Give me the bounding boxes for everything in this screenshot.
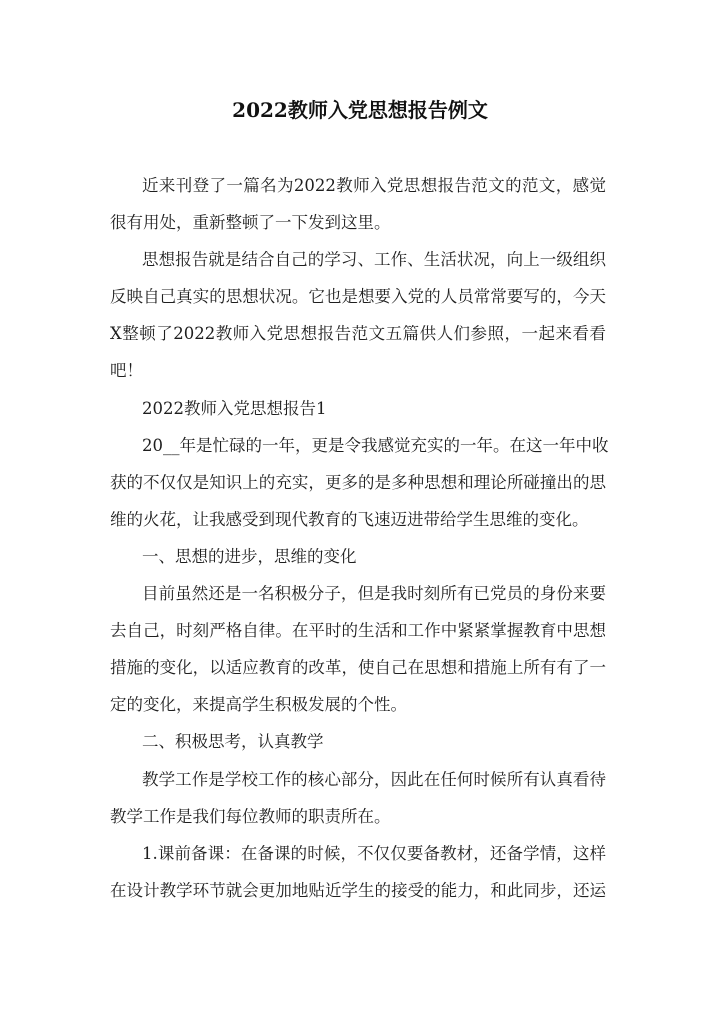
text-line: X整顿了2022教师入党思想报告范文五篇供人们参照，一起来看看 [110,324,606,344]
text-line: 吧！ [110,361,143,381]
text-line: 定的变化，来提高学生积极发展的个性。 [110,695,407,715]
text-line: 教学工作是我们每位教师的职责所在。 [110,806,391,826]
text-line: 很有用处，重新整顿了一下发到这里。 [110,213,391,233]
text-line: 反映自己真实的思想状况。它也是想要入党的人员常常要写的，今天 [110,287,606,307]
text-line: 在设计教学环节就会更加地贴近学生的接受的能力，和此同步，还运 [110,880,606,900]
document-title: 2022教师入党思想报告例文 [232,98,488,122]
text-line: 近来刊登了一篇名为2022教师入党思想报告范文的范文，感觉 [142,176,606,195]
text-line: 目前虽然还是一名积极分子，但是我时刻所有已党员的身份来要 [142,584,606,604]
text-line: 20__年是忙碌的一年，更是令我感觉充实的一年。在这一年中收 [142,435,609,455]
text-line: 措施的变化，以适应教育的改革，使自己在思想和措施上所有有了一 [110,658,606,678]
text-line: 去自己，时刻严格自律。在平时的生活和工作中紧紧掌握教育中思想 [110,621,606,641]
paragraph [110,431,609,542]
text-line: 教学工作是学校工作的核心部分，因此在任何时候所有认真看待 [142,769,606,789]
paragraph [110,727,606,764]
text-line: 维的火花，让我感受到现代教育的飞速迈进带给学生思维的变化。 [110,509,589,529]
paragraph [110,245,606,393]
paragraph [110,171,606,245]
text-line: 2022教师入党思想报告1 [142,398,327,418]
paragraph [110,765,606,839]
text-line: 二、积极思考，认真教学 [142,732,324,752]
paragraph [110,579,606,727]
text-line: 一、思想的进步，思维的变化 [142,546,357,566]
paragraph [110,394,606,431]
paragraph [110,542,606,579]
text-line: 思想报告就是结合自己的学习、工作、生活状况，向上一级组织 [142,250,606,270]
text-line: 1.课前备课：在备课的时候，不仅仅要备教材，还备学情，这样 [142,843,606,863]
text-line: 获的不仅仅是知识上的充实，更多的是多种思想和理论所碰撞出的思 [110,472,606,492]
document-body [110,171,609,913]
paragraph [110,839,606,913]
